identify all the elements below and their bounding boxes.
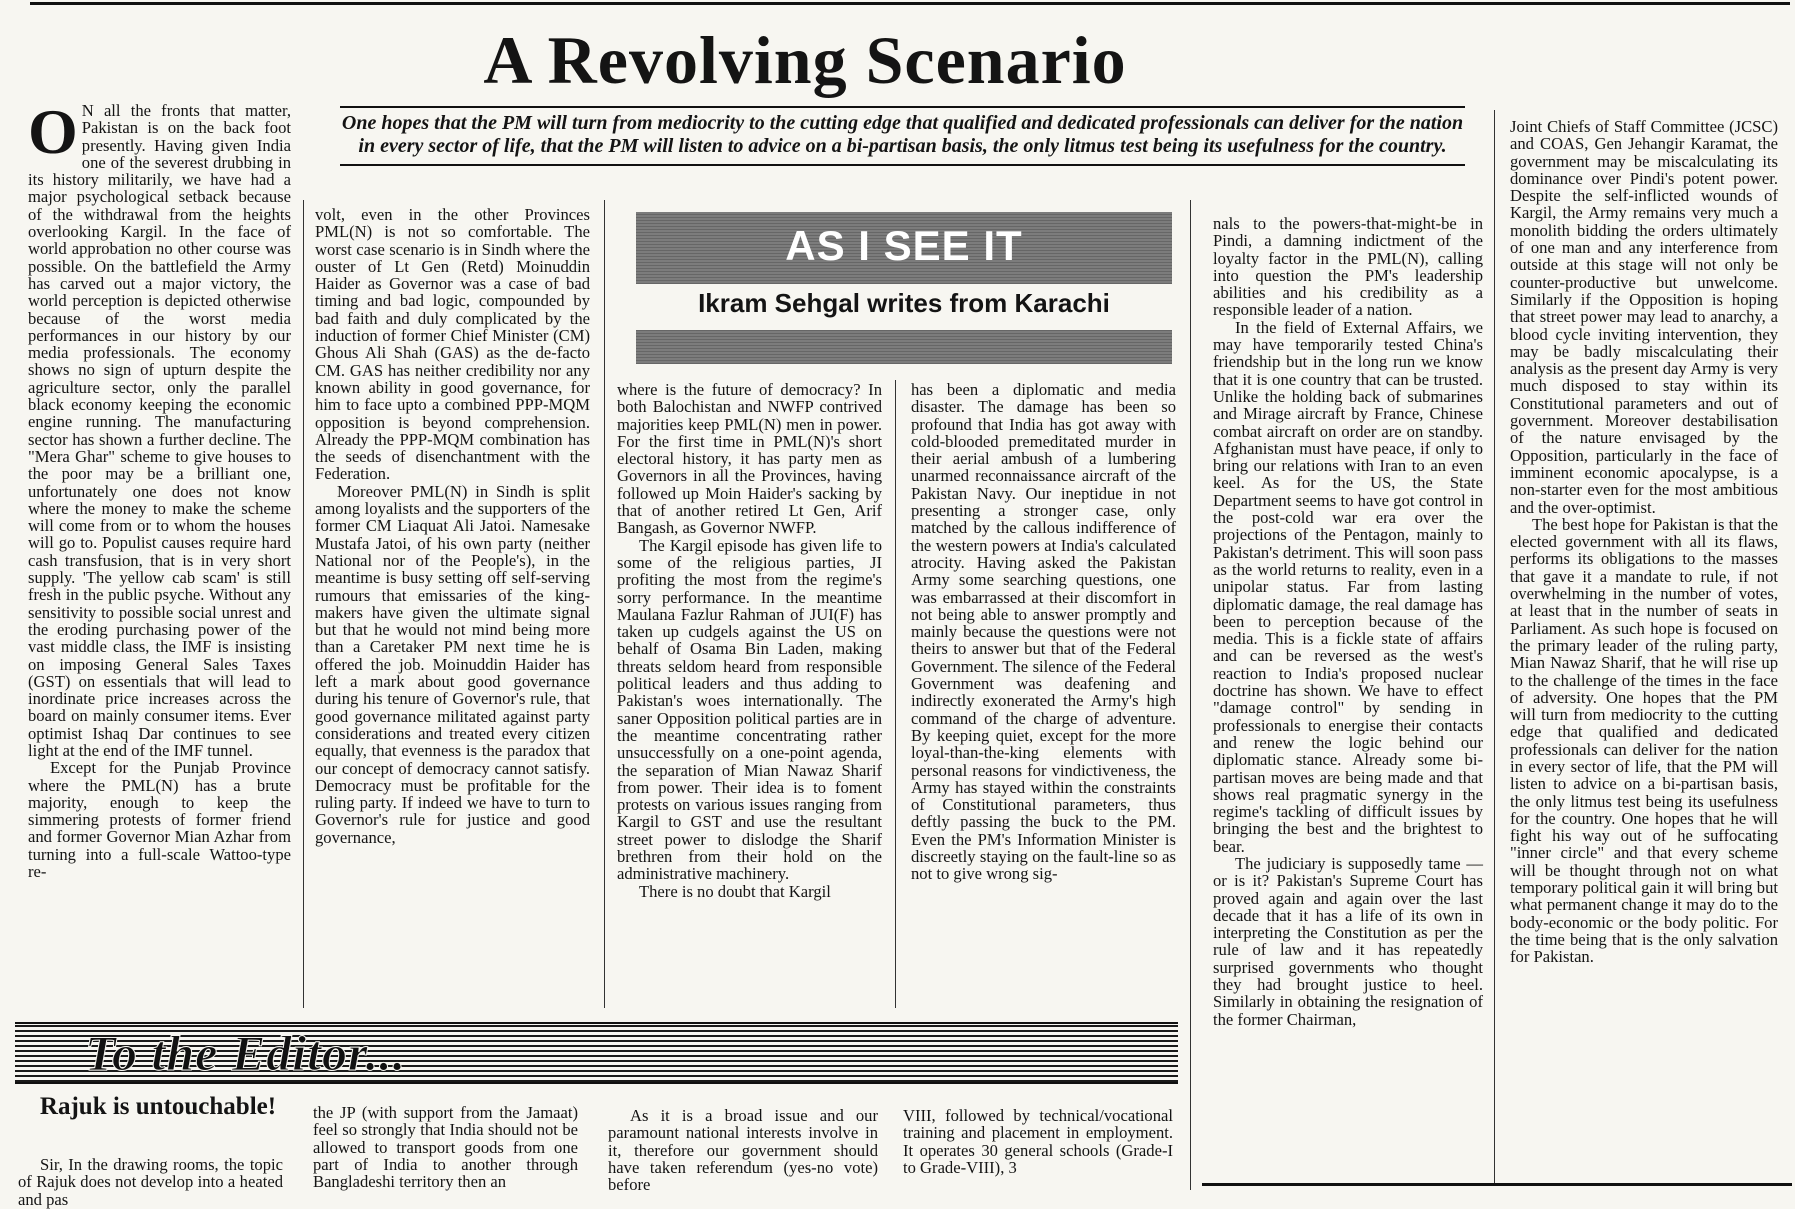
col1-paragraph-1: N all the fronts that matter, Pakistan is on the back foot presently. Having given India one of the severest drubbing in its history militarily, we have had a major psychological setback because of the withdrawal from the heights overlooking Kargil. In the face of world approbation no other course was possible. On the battlefield the Army has carved out a major victory, the world perception is depicted otherwise because of the worst media performances in our history by our media professionals. The economy shows no sign of upturn despite the agriculture sector, only the parallel black economy keeping the economic engine running. The manufacturing sector has shown a further decline. The "Mera Ghar" scheme to give houses to the poor may be a brilliant one, unfortunately one does not know where the money to make the scheme will come from or to whom the houses will go to. Populist causes require hard cash transfusion, that is in very short supply. 'The yellow cab scam' is still fresh in the public psyche. Without any sensitivity to possible social unrest and the eroding purchasing power of the vast middle class, the IMF is insisting on imposing General Sales Taxes (GST) on essentials that will lead to inordinate price increases across the board on mainly consumer items. Ever optimist Ishaq Dar continues to see light at the end of the IMF tunnel. [28,101,291,760]
col6-paragraph-2: The best hope for Pakistan is that the elected government with all its flaws, performs its obligations to the masses that gave it a mandate to rule, if not overwhelming in the number of votes, at least that in the number of seats in Parliament. As such hope is focused on the primary leader of the ruling party, Mian Nawaz Sharif, that he will rise up to the challenge of the times in the face of adversity. One hopes that the PM will turn from mediocrity to the cutting edge that qualified and dedicated professionals can deliver for the nation in every sector of life, that the PM will listen to advice on a bi-partisan basis, the only litmus test being its usefulness for the country. One hopes that he will fight his way out of he suffocating "inner circle" and that every scheme will be thought through not on what temporary political gain it will bring but what permanent change it may do to the body-economic or the body politic. For the time being that is the only salvation for Pakistan. [1510,514,1778,967]
deck: One hopes that the PM will turn from mediocrity to the cutting edge that qualified and dedicated professionals can deliver for the nation in every sector of life, that the PM will listen to advice on a bi-partisan basis, the only litmus test being its usefulness for the country. [340,106,1465,166]
banner-base [636,330,1172,364]
editor-section-band [15,1022,1178,1084]
column-banner [636,212,1172,362]
top-rule [30,2,1790,5]
letter-column-2 [313,1104,578,1194]
box-rule [1202,1183,1792,1186]
article-column-3 [617,381,882,1011]
col5-paragraph-2: In the field of External Affairs, we may have temporarily tested China's friendship but in the long run we know that it is one country that can be trusted. Unlike the holding back of submarines and Mirage aircraft by France, Chinese combat aircraft on order are on standby. Afghanistan must have peace, if only to bring our relations with Iran to an even keel. As for the US, the State Department seems to have got control in the post-cold war era over the projections of the Pentagon, mainly to Pakistan's detriment. This will soon pass as the world returns to reality, even in a unipolar status. Far from lasting diplomatic damage, the real damage has been to perception because of the media. This is a fickle state of affairs and can be reversed as the west's reaction to India's proposed nuclear doctrine has shown. We have to effect "damage control" by sending in professionals to energise their contacts and renew the logic behind our diplomatic stance. Already some bi-partisan moves are being made and that shows real pragmatic synergy in the regime's tackling of difficult issues by bringing the best and the brightest to bear. [1213,317,1483,856]
letter-column-3 [608,1107,878,1194]
article-column-6 [1510,118,1778,1183]
col6-paragraph-1: Joint Chiefs of Staff Committee (JCSC) and COAS, Gen Jehangir Karamat, the government may be miscalculating its dominance over Pindi's potent power. Despite the self-inflicted wounds of Kargil, the Army remains very much a monolith bidding the orders ultimately of one man and any interference from outside at this stage will not only be counter-productive but unwelcome. Similarly if the Opposition is hoping that street power may lead to anarchy, a blood cycle inviting intervention, they may be badly miscalculating their analysis as the present day Army is very much disposed to stay within its Constitutional parameters and out of government. Moreover destabilisation of the nature envisaged by the Opposition, particularly in the face of imminent economic apocalypse, is a non-starter even for the most ambitious and the over-optimist. [1510,117,1778,517]
col4-paragraph-1: has been a diplomatic and media disaster. The damage has been so profound that India has got away with cold-blooded premeditated murder in their aerial ambush of a lumbering unarmed reconnaissance aircraft of the Pakistan Navy. Our ineptidue in not presenting a stronger case, only matched by the callous indifference of the western powers at India's calculated atrocity. Having asked the Pakistan Army some searching questions, one was embarrassed at their discomfort in not being able to answer promptly and mainly because the questions were not theirs to answer but that of the Federal Government. The silence of the Federal Government was deafening and indirectly exonerated the Army's high command of the charge of adventure. By keeping quiet, except for the more loyal-than-the-king elements with personal reasons for vindictiveness, the Army has stayed within the constraints of Constitutional parameters, thus deftly passing the buck to the PM. Even the PM's Information Minister is discreetly staying on the fault-line so as not to give wrong sig- [911,380,1176,884]
column-divider [1190,200,1191,1190]
column-divider [604,200,605,1008]
col3-paragraph-3: There is no doubt that Kargil [639,881,831,901]
letter-col3-text: As it is a broad issue and our paramount national interests involve in it, therefore our government should have taken referendum (yes-no vote) before [608,1106,878,1195]
article-column-1 [28,96,291,1007]
letter-column-4 [903,1107,1173,1194]
column-divider [1494,110,1495,1185]
headline: A Revolving Scenario [483,22,1127,98]
letter-column-1 [18,1155,283,1209]
article-column-2 [315,206,590,1011]
editor-section-title: To the Editor... [85,1025,407,1081]
column-divider [895,380,896,1008]
col2-paragraph-1: volt, even in the other Provinces PML(N) is not so comfortable. The worst case scenario is in Sindh where the ouster of Lt Gen (Retd) Moinuddin Haider as Governor was a case of bad timing and bad logic, compounded by bad faith and duly complicated by the induction of former Chief Minister (CM) Ghous Ali Shah (GAS) as the de-facto CM. GAS has neither credibility nor any known ability in good governance, for him to face upto a combined PPP-MQM opposition is beyond comprehension. Already the PPP-MQM combination has the seeds of disenchantment with the Federation. [315,205,590,484]
col3-paragraph-2: The Kargil episode has given life to some of the religious parties, JI profiting the most from the regime's sorry performance. In the meantime Maulana Fazlur Rahman of JUI(F) has taken up cudgels against the US on behalf of Osama Bin Laden, making threats seldom heard from responsible political leaders and thus adding to Pakistan's woes internationally. The saner Opposition political parties are in the meantime concentrating rather unsuccessfully on a one-point agenda, the separation of Mian Nawaz Sharif from power. Their idea is to foment protests on various issues ranging from Kargil to GST and use the resultant street power to dislodge the Sharif brethren from their hold on the administrative machinery. [617,535,882,884]
byline: Ikram Sehgal writes from Karachi [698,288,1110,318]
letter-col2-text: the JP (with support from the Jamaat) feel so strongly that India should not be allowed to transport goods from one part of India to another through Bangladeshi territory then an [313,1103,578,1192]
letter-col4-text: VIII, followed by technical/vocational training and placement in employment. It operates 30 general schools (Grade-I to Grade-VIII), 3 [903,1106,1173,1177]
letter-heading: Rajuk is untouchable! [39,1093,277,1120]
col1-paragraph-2: Except for the Punjab Province where the PML(N) has a brute majority, enough to keep the simmering protests of former friend and former Governor Mian Azhar from turning into a full-scale Wattoo-type re- [28,758,291,882]
article-column-5 [1213,215,1483,1180]
letter-col1-text: Sir, In the drawing rooms, the topic of Rajuk does not develop into a heated and pas [18,1155,283,1209]
col5-paragraph-3: The judiciary is supposedly tame — or is it? Pakistan's Supreme Court has proved again and again over the last decade that it has a life of its own in interpreting the Constitution as per the rule of law and it has repeatedly surprised governments who thought they had brought justice to heel. Similarly in obtaining the resignation of the former Chairman, [1213,853,1483,1029]
col3-paragraph-1: where is the future of democracy? In both Balochistan and NWFP contrived majorities keep PML(N) men in power. For the first time in PML(N)'s short electoral history, it has party men as Governors in all the Provinces, having followed up Moin Haider's sacking by that of another retired Lt Gen, Arif Bangash, as Governor NWFP. [617,380,882,538]
col2-paragraph-2: Moreover PML(N) in Sindh is split among loyalists and the supporters of the former CM Liaquat Ali Jatoi. Namesake Mustafa Jatoi, of his own party (neither National nor of the People's), in the meantime is busy setting off self-serving rumours that emissaries of the king-makers have given the ultimate signal but that he would not mind being more than a Caretaker PM next time he is offered the job. Moinuddin Haider has left a mark about good governance during his tenure of Governor's rule, that good governance militated against party considerations and treated every citizen equally, that evenness is the paradox that our concept of democracy cannot satisfy. Democracy must be profitable for the ruling party. If indeed we have to turn to Governor's rule for justice and good governance, [315,481,590,847]
article-column-4 [911,381,1176,1011]
column-divider [303,200,304,1008]
banner-title: AS I SEE IT [785,222,1023,269]
col5-paragraph-1: nals to the powers-that-might-be in Pindi, a damning indictment of the loyalty factor in the PML(N), calling into question the PM's leadership abilities and his credibility as a responsible leader of a nation. [1213,214,1483,320]
drop-cap: O [28,96,78,167]
